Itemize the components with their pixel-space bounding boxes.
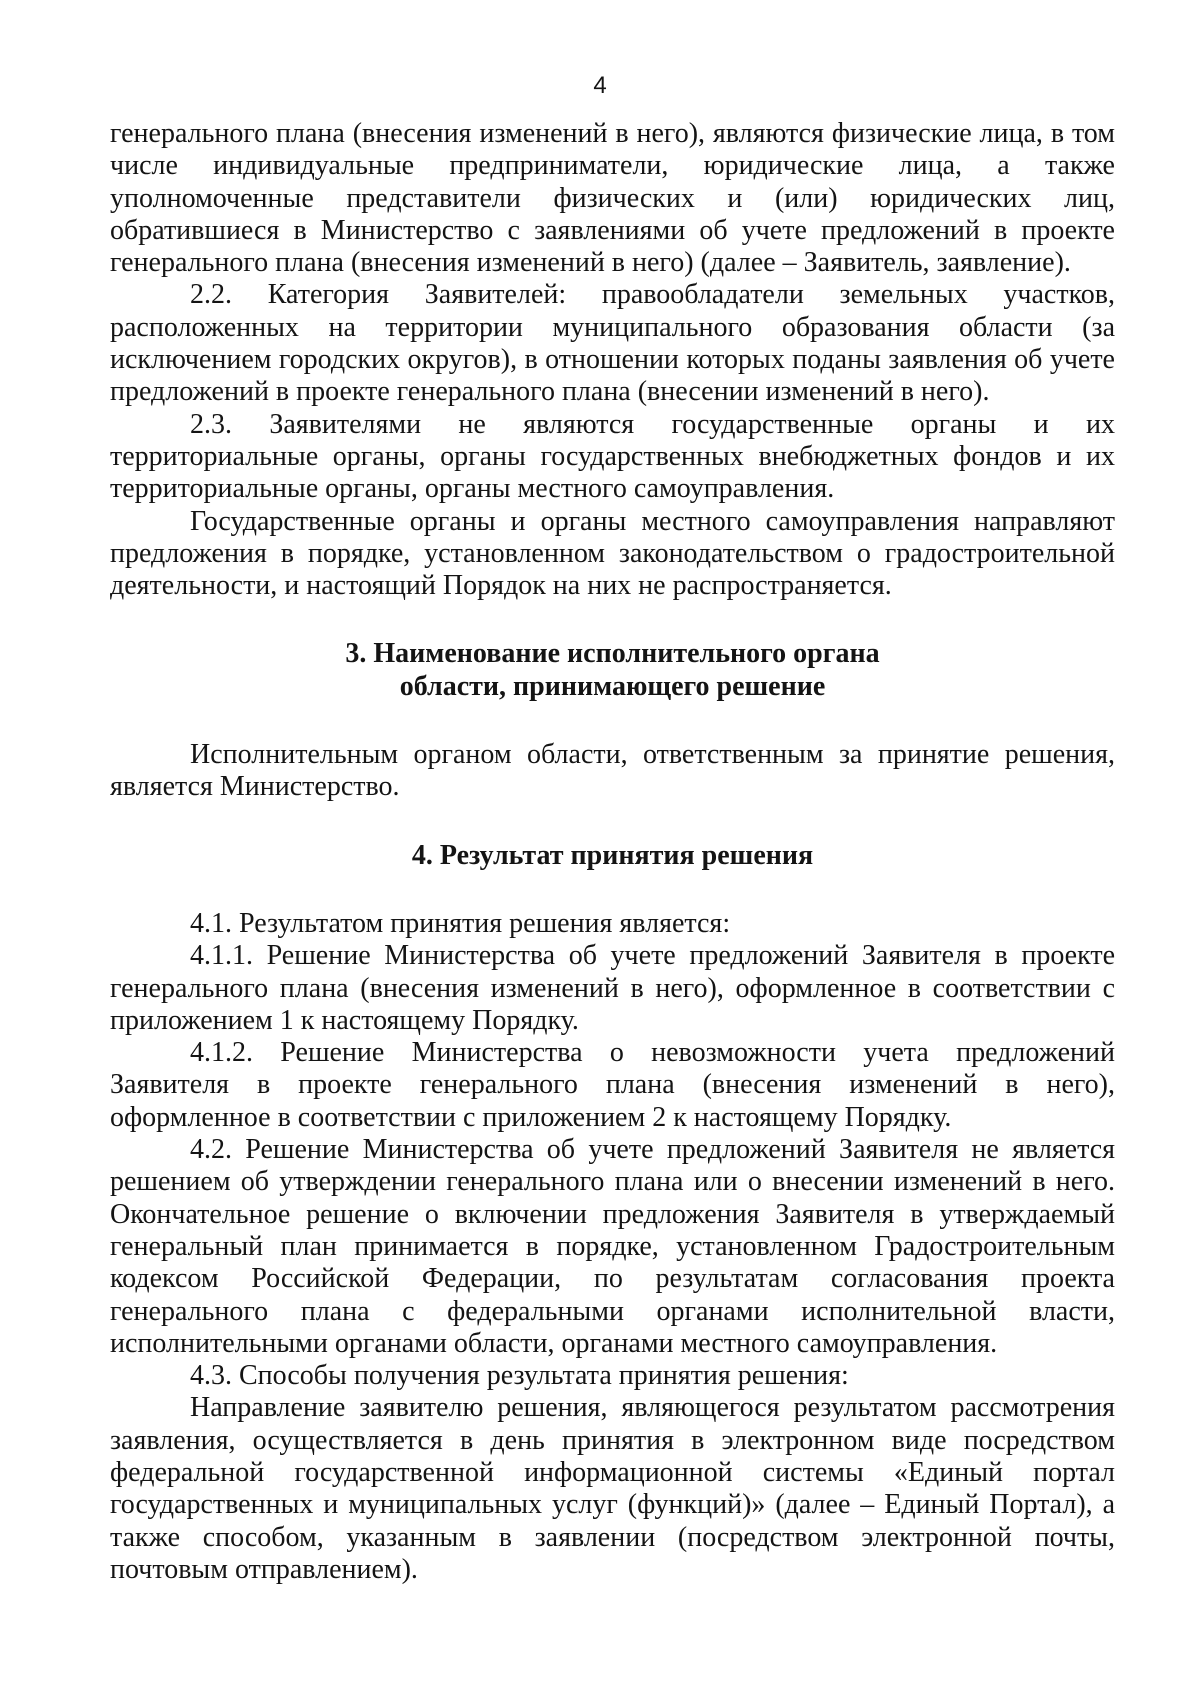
document-body bbox=[110, 118, 1115, 1586]
spacer bbox=[110, 872, 1115, 908]
paragraph-section-3: Исполнительным органом области, ответственным за принятие решения, является Министерство. bbox=[110, 739, 1115, 803]
section-3-heading-line2: области, принимающего решение bbox=[399, 670, 826, 702]
paragraph-state-bodies: Государственные органы и органы местного самоуправления направляют предложения в порядке, установленном законодательством о градостроительной деятельности, и настоящий Порядок на них не распространяется. bbox=[110, 505, 1115, 602]
paragraph-delivery: Направление заявителю решения, являющегося результатом рассмотрения заявления, осуществляется в день принятия в электронном виде посредством федеральной государственной информационной системы «Единый портал государственных и муниципальных услуг (функций)» (далее – Единый Портал), а также способом, указанным в заявлении (посредством электронной почты, почтовым отправлением). bbox=[110, 1392, 1115, 1585]
spacer bbox=[110, 602, 1115, 638]
paragraph-2-2: 2.2. Категория Заявителей: правообладатели земельных участков, расположенных на территории муниципального образования области (за исключением городских округов), в отношении которых поданы заявления об учете предложений в проекте генерального плана (внесении изменений в него). bbox=[110, 279, 1115, 408]
section-3-heading-line1: 3. Наименование исполнительного органа bbox=[345, 638, 880, 670]
paragraph-2-3: 2.3. Заявителями не являются государственные органы и их территориальные органы, органы государственных внебюджетных фондов и их территориальные органы, органы местного самоуправления. bbox=[110, 408, 1115, 505]
paragraph-4-2: 4.2. Решение Министерства об учете предложений Заявителя не является решением об утверждении генерального плана или о внесении изменений в него. Окончательное решение о включении предложения Заявителя в утверждаемый генеральный план принимается в порядке, установленном Градостроительным кодексом Российской Федерации, по результатам согласования проекта генерального плана с федеральными органами исполнительной власти, исполнительными органами области, органами местного самоуправления. bbox=[110, 1134, 1115, 1359]
paragraph-applicants-continued: генерального плана (внесения изменений в него), являются физические лица, в том числе индивидуальные предприниматели, юридические лица, а также уполномоченные представители физических и (или) юридических лиц, обратившиеся в Министерство с заявлениями об учете предложений в проекте генерального плана (внесения изменений в него) (далее – Заявитель, заявление). bbox=[110, 118, 1115, 279]
spacer bbox=[110, 703, 1115, 739]
section-4-heading: 4. Результат принятия решения bbox=[411, 839, 814, 871]
paragraph-4-1-2: 4.1.2. Решение Министерства о невозможности учета предложений Заявителя в проекте генерального плана (внесения изменений в него), оформленное в соответствии с приложением 2 к настоящему Порядку. bbox=[110, 1037, 1115, 1133]
paragraph-4-1-1: 4.1.1. Решение Министерства об учете предложений Заявителя в проекте генерального плана (внесения изменений в него), оформленное в соответствии с приложением 1 к настоящему Порядку. bbox=[110, 940, 1115, 1036]
spacer bbox=[110, 804, 1115, 840]
paragraph-4-1: 4.1. Результатом принятия решения является: bbox=[190, 907, 731, 939]
section-3-heading bbox=[110, 638, 1115, 703]
page-number: 4 bbox=[593, 72, 607, 99]
paragraph-4-3: 4.3. Способы получения результата принятия решения: bbox=[190, 1360, 849, 1392]
